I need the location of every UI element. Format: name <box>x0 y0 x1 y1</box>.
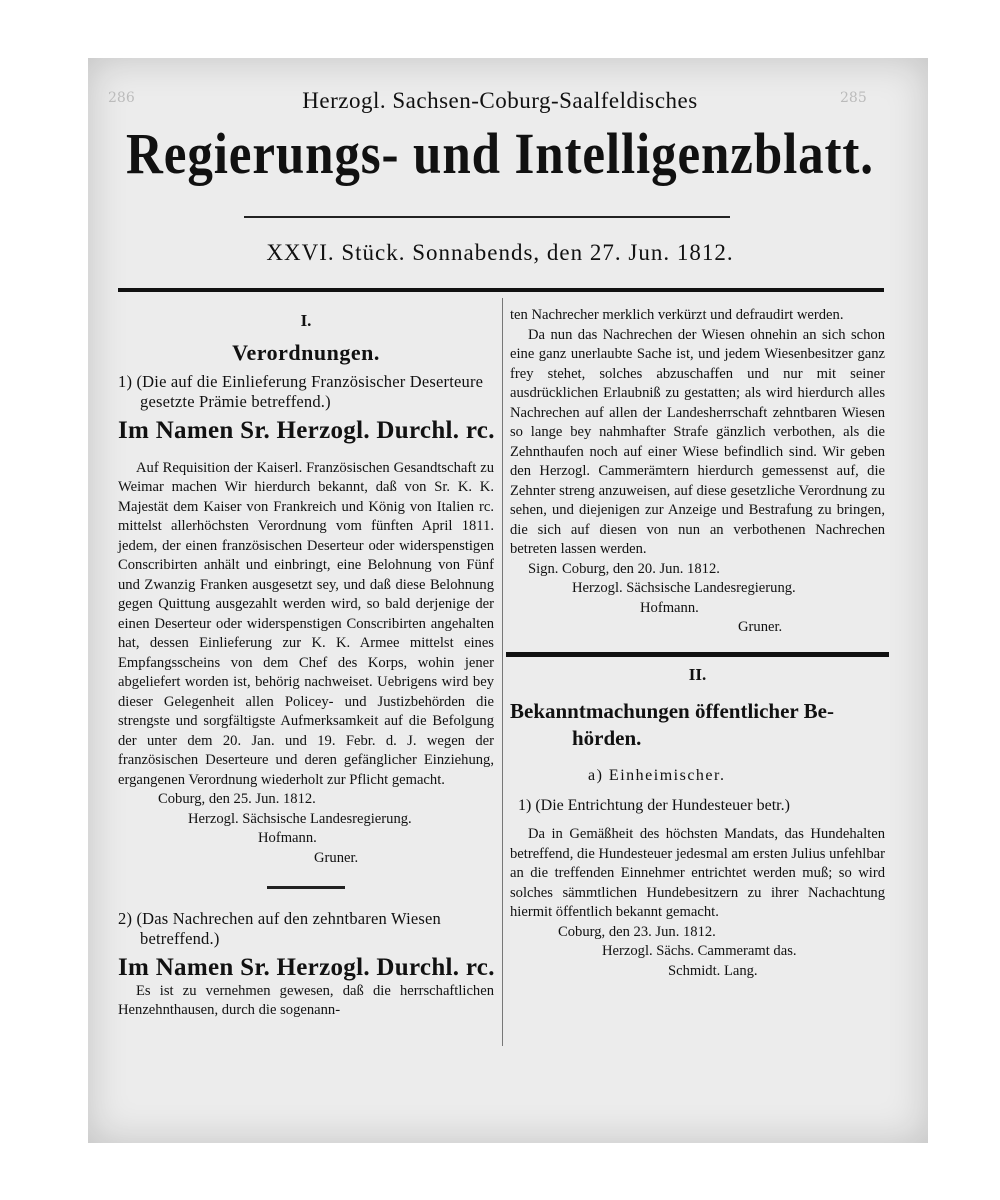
place-date: Coburg, den 23. Jun. 1812. <box>558 923 716 940</box>
section-heading-line: hörden. <box>572 726 642 750</box>
section-heading-line: Bekanntmachungen öffentlicher Be- <box>510 699 834 723</box>
decree-body: Auf Requisition der Kaiserl. Französischen Gesandtschaft zu Weimar machen Wir hierdurch bekannt, daß von Sr. K. K. Majestät dem Kaiser von Frankreich und König von Italien rc. mittelst allerhöchsten Verordnung vom fünften April 1811. jedem, der einen französischen Deserteur oder widerspenstigen Conscribirten anhält und einbringt, eine Belohnung von Fünf und Zwanzig Franken ausgesetzt sey, und daß diese Belohnung gegen Quittung ausgezahlt werden wird, so bald derjenige der einen Deserteur oder widerspenstigen Conscribirten angehalten hat, dessen Einlieferung zur K. K. Armee mittelst eines Empfangsscheins von dem Chef des Korps, wohin jener abgeliefert worden ist, behörig nachweiset. Uebrigens wird bey dieser Gelegenheit allen Policey- und Justizbehörden die strengste und sorgfältigste Aufmerksamkeit auf die Befolgung der unter dem 20. Jan. und 19. Febr. d. J. wegen der französischen Deserteure und deren gefänglicher Einziehung, ergangenen Verordnung wiederholt zur Pflicht gemacht. <box>118 459 494 788</box>
issue-line: XXVI. Stück. Sonnabends, den 27. Jun. 1812. <box>266 240 734 265</box>
section-number: II. <box>688 664 707 684</box>
right-column <box>510 306 885 981</box>
masthead-rule <box>244 216 730 218</box>
signer: Hofmann. <box>640 599 699 616</box>
issuing-office: Herzogl. Sächsische Landesregierung. <box>572 580 796 596</box>
header-rule <box>118 288 884 292</box>
issuing-office: Herzogl. Sächsische Landesregierung. <box>188 810 412 827</box>
masthead-title: Regierungs- und Intelligenzblatt. <box>126 121 874 186</box>
item-heading: 2) (Das Nachrechen auf den zehntbaren Wiesen betreffend.) <box>118 909 442 948</box>
signers: Schmidt. Lang. <box>668 962 758 979</box>
section-heading <box>510 698 885 752</box>
issuing-office: Herzogl. Sächs. Cammeramt das. <box>602 943 797 959</box>
page-number-left: 286 <box>108 90 135 106</box>
subsection-heading: a) Einheimischer. <box>588 767 726 784</box>
section-number: I. <box>300 311 312 330</box>
masthead-supertitle: Herzogl. Sachsen-Coburg-Saalfeldisches <box>302 88 698 113</box>
section-heading: Verordnungen. <box>232 339 380 365</box>
page-number-right: 285 <box>840 90 867 106</box>
signer: Hofmann. <box>258 830 317 846</box>
decree-body: Es ist zu vernehmen gewesen, daß die herrschaftlichen Henzehnthausen, durch die sogenann- <box>118 982 494 1018</box>
signer: Gruner. <box>738 619 783 635</box>
notice-body: Da in Gemäßheit des höchsten Mandats, das Hundehalten betreffend, die Hundesteuer jedesmal am ersten Julius unfehlbar an die treffenden Einnehmer entrichtet werden muß; so wird solches sämmtlichen Hundebesitzern zu ihrer Nachachtung hiermit öffentlich bekannt gemacht. <box>510 826 885 920</box>
decree-heading: Im Namen Sr. Herzogl. Durchl. rc. <box>118 417 495 444</box>
decree-heading: Im Namen Sr. Herzogl. Durchl. rc. <box>118 954 495 981</box>
item-heading: 1) (Die Entrichtung der Hundesteuer betr.) <box>518 796 790 814</box>
separator <box>267 886 345 889</box>
place-date: Sign. Coburg, den 20. Jun. 1812. <box>528 560 720 577</box>
continued-text: ten Nachrecher merklich verkürzt und defraudirt werden. <box>510 307 844 323</box>
signer: Gruner. <box>314 849 359 866</box>
place-date: Coburg, den 25. Jun. 1812. <box>158 791 316 807</box>
section-rule <box>506 652 889 657</box>
item-heading: 1) (Die auf die Einlieferung Französischer Deserteure gesetzte Prämie betreffend.) <box>118 372 484 411</box>
left-column <box>118 305 494 1021</box>
column-divider <box>502 298 503 1046</box>
decree-body: Da nun das Nachrechen der Wiesen ohnehin an sich schon eine ganz unerlaubte Sache ist, und jedem Wiesenbesitzer ganz frey stehet, solches abzuschaffen und nur mit seiner ausdrücklichen Erlaubniß zu gestatten; als wird hierdurch alles Nachrechen auf allen der Landesherrschaft zehntbaren Wiesen so lange bey nahmhafter Strafe gänzlich verbothen, als die Zehnthaufen noch auf einer Wiese befindlich sind. Wir geben den Herzogl. Cammerämtern hierdurch gemessenst auf, die Zehnter streng anzuweisen, auf diese gesetzliche Verordnung zu sehen, und diejenigen zur Anzeige und Bestrafung zu bringen, die sich auf diesen von nun an verbothenen Nachrechen betreten lassen werden. <box>510 326 885 557</box>
